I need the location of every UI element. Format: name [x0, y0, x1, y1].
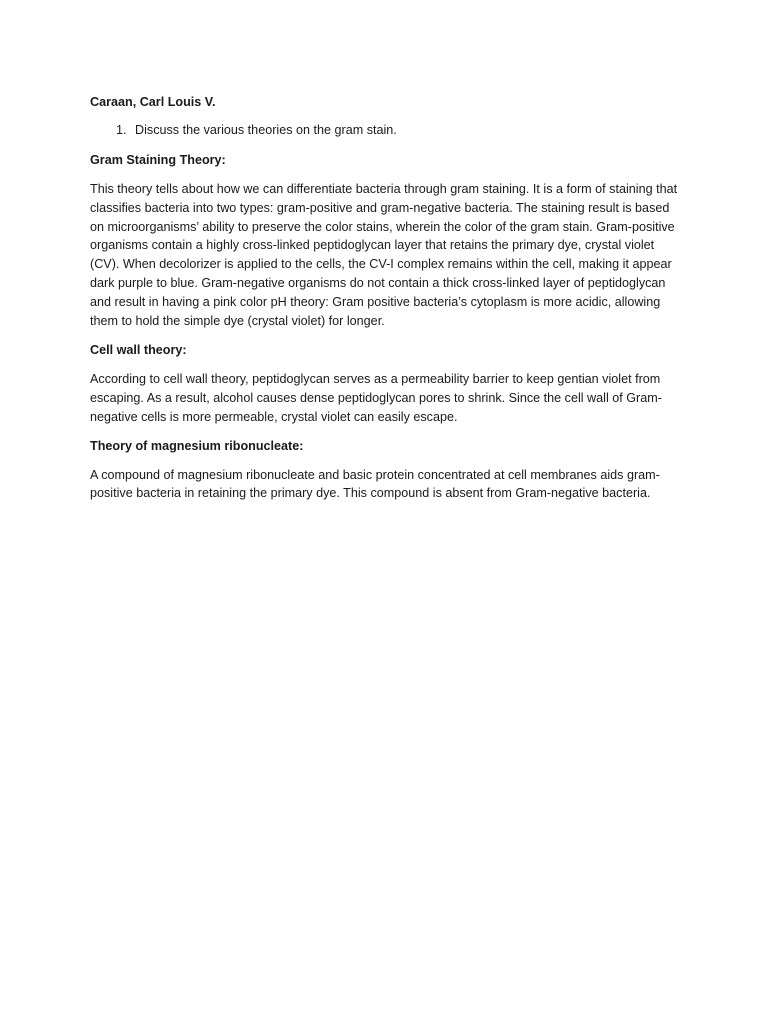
- author-name: Caraan, Carl Louis V.: [90, 95, 216, 109]
- section-heading-gram-staining: Gram Staining Theory:: [90, 152, 226, 167]
- section-body-cell-wall: According to cell wall theory, peptidoglycan serves as a permeability barrier to keep gentian violet from escaping. As a result, alcohol causes dense peptidoglycan pores to shrink. Since the cell wall of Gram-negative cells is more permeable, crystal violet can easily escape.: [90, 371, 662, 424]
- question-text: Discuss the various theories on the gram stain.: [135, 122, 397, 137]
- section-heading-magnesium-ribonucleate: Theory of magnesium ribonucleate:: [90, 438, 304, 453]
- question-item: [116, 121, 678, 140]
- question-number: 1.: [116, 122, 127, 137]
- section-body-magnesium-ribonucleate: A compound of magnesium ribonucleate and basic protein concentrated at cell membranes aids gram-positive bacteria in retaining the primary dye. This compound is absent from Gram-negative bacteria.: [90, 467, 660, 501]
- section-body-gram-staining: This theory tells about how we can differentiate bacteria through gram staining. It is a form of staining that classifies bacteria into two types: gram-positive and gram-negative bacteria. The staining result is based on microorganisms’ ability to preserve the color stains, wherein the color of the gram stain. Gram-positive organisms contain a highly cross-linked peptidoglycan layer that retains the primary dye, crystal violet (CV). When decolorizer is applied to the cells, the CV-I complex remains within the cell, making it appear dark purple to blue. Gram-negative organisms do not contain a thick cross-linked layer of peptidoglycan and result in having a pink color pH theory: Gram positive bacteria’s cytoplasm is more acidic, allowing them to hold the simple dye (crystal violet) for longer.: [90, 181, 678, 329]
- document-body: [90, 93, 678, 513]
- section-heading-cell-wall: Cell wall theory:: [90, 342, 187, 357]
